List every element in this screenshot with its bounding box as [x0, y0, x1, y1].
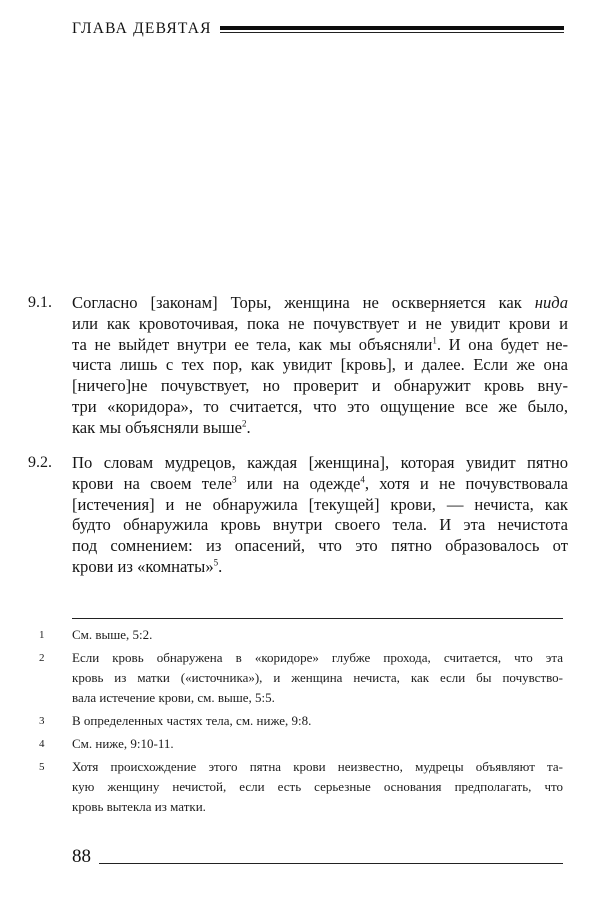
page-number: 88 [72, 846, 91, 867]
section-body [72, 453, 568, 578]
footnote-number: 5 [39, 761, 45, 773]
page-footer [72, 843, 563, 867]
footnote-5 [28, 757, 563, 817]
footnote-separator [72, 618, 563, 619]
footnote-3 [28, 711, 563, 731]
text-line: три «коридора», то считается, что это ощущение все же было, [72, 396, 568, 416]
section-number: 9.2. [28, 454, 52, 471]
text-line: будто обнаружила кровь внутри своего тела. И эта нечистота [72, 515, 568, 535]
text-line: или как кровоточивая, пока не почувствует и не увидит крови и [72, 313, 568, 333]
section-number: 9.1. [28, 294, 52, 311]
text-line: чиста лишь с тех пор, как увидит [кровь], и далее. Если же она [72, 355, 568, 375]
header-rule [220, 26, 564, 34]
header-rule-thin [220, 32, 564, 33]
header-rule-thick [220, 26, 564, 30]
text-line: крови на своем теле$^3$ или на одежде$^4$, хотя и не почувствовала [72, 473, 569, 493]
section-body [72, 293, 568, 439]
footnote-ref[interactable]: 2 [242, 418, 247, 429]
footnote-number: 4 [39, 738, 45, 750]
footnote-ref[interactable]: 5 [213, 557, 219, 568]
chapter-title: ГЛАВА ДЕВЯТАЯ [72, 20, 212, 37]
footnote-number: 2 [39, 652, 45, 664]
section-9-2 [28, 453, 568, 578]
running-header [72, 19, 564, 39]
footnote-1 [28, 625, 563, 645]
footnote-ref[interactable]: 3 [232, 474, 237, 485]
footnote-ref[interactable]: 4 [360, 474, 365, 485]
text-line: Согласно [законам] Торы, женщина не оскверняется как нида [72, 293, 568, 312]
italic-term: нида [534, 293, 568, 312]
footnote-text: См. ниже, 9:10-11. [72, 736, 174, 751]
text-line: крови из «комнаты»$^5$. [72, 556, 223, 576]
footnote-2 [28, 648, 563, 708]
section-9-1 [28, 293, 568, 439]
text-line: [истечения] и не обнаружила [текущей] крови, — нечиста, как [72, 494, 568, 514]
text-line: как мы объясняли выше$^2$. [72, 417, 251, 437]
footnote-text: Хотя происхождение этого пятна крови неизвестно, мудрецы объявляют та- кую женщину нечистой, если есть серьезные основания предполагать, что кровь вытекла из матки. [72, 759, 563, 814]
text-line: та не выйдет внутри ее тела, как мы объясняли$^1$. И она будет не- [72, 334, 568, 354]
footnote-ref[interactable]: 1 [432, 335, 437, 346]
text-line: [ничего]не почувствует, но проверит и обнаружит кровь вну- [72, 376, 568, 396]
text-line: под сомнением: из опасений, что это пятно образовалось от [72, 536, 568, 556]
footnote-text: В определенных частях тела, см. ниже, 9:8. [72, 713, 312, 728]
text-line: По словам мудрецов, каждая [женщина], которая увидит пятно [72, 453, 568, 472]
footnote-4 [28, 734, 563, 754]
footer-rule [99, 863, 563, 864]
footnote-text: Если кровь обнаружена в «коридоре» глубже прохода, считается, что эта кровь из матки («источника»), и женщина нечиста, как если бы почувство- вала истечение крови, см. выше, 5:5. [72, 650, 563, 705]
footnote-number: 1 [39, 629, 45, 641]
footnote-number: 3 [39, 715, 45, 727]
footnotes [28, 625, 563, 820]
footnote-text: См. выше, 5:2. [72, 627, 153, 642]
